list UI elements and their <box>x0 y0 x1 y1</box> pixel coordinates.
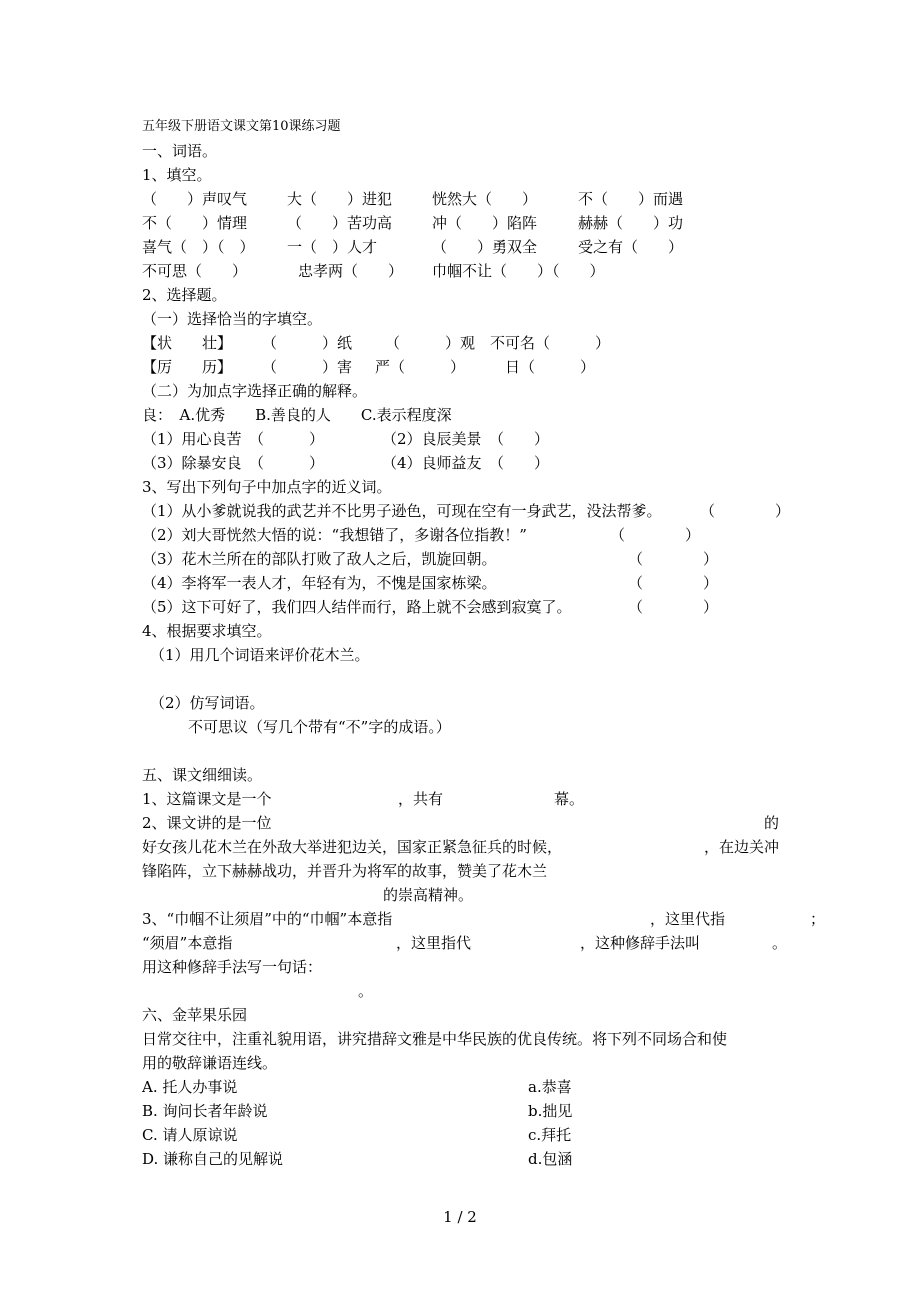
fill-item: 忠孝两（ ） <box>298 262 404 280</box>
sentence-item: （3）花木兰所在的部队打败了敌人之后，凯旋回朝。 <box>142 550 497 568</box>
fill-item: 不可思（ ） <box>142 262 248 280</box>
fill-item: （ ）苦功高 <box>287 214 393 232</box>
fill-item: （3）除暴安良 （ ） <box>142 454 325 472</box>
fill-item: 恍然大（ ） <box>432 190 538 208</box>
text-segment: ，这里指代 <box>396 934 472 952</box>
answer-blank: （ ） <box>628 574 719 592</box>
text-segment: 锋陷阵，立下赫赫战功，并晋升为将军的故事，赞美了花木兰 <box>142 862 548 880</box>
text-segment: 好女孩儿花木兰在外敌大举进犯边关，国家正紧急征兵的时候， <box>142 838 563 856</box>
text-segment: 的崇高精神。 <box>383 886 474 904</box>
fill-item: （ ）纸 <box>262 334 353 352</box>
fill-item: （2）良辰美景 （ ） <box>382 430 550 448</box>
section-1-heading: 一、词语。 <box>142 142 218 160</box>
question-4-2-prompt: 不可思议（写几个带有“不”字的成语。） <box>188 718 451 736</box>
fill-item: 不（ ）而遇 <box>578 190 684 208</box>
page-number: 1 / 2 <box>443 1208 477 1226</box>
text-segment: 幕。 <box>554 790 585 808</box>
match-left-item: B. 询问长者年龄说 <box>142 1102 268 1120</box>
answer-blank: （ ） <box>628 598 719 616</box>
answer-blank: （ ） <box>700 502 791 520</box>
sentence-item: （2）刘大哥恍然大悟的说：“我想错了，多谢各位指教！” <box>142 526 527 544</box>
fill-item: 一（ ）人才 <box>287 238 378 256</box>
section-6-heading: 六、金苹果乐园 <box>142 1006 248 1024</box>
question-4-2: （2）仿写词语。 <box>150 694 265 712</box>
question-1-heading: 1、填空。 <box>142 166 212 184</box>
doc-title: 五年级下册语文课文第10课练习题 <box>142 119 341 134</box>
fill-item: （4）良师益友 （ ） <box>382 454 550 472</box>
match-right-item: c.拜托 <box>528 1126 572 1144</box>
question-4-1: （1）用几个词语来评价花木兰。 <box>150 646 370 664</box>
question-2b-heading: （二）为加点字选择正确的解释。 <box>142 382 368 400</box>
fill-item: （ ）观 <box>385 334 476 352</box>
text-segment: 的 <box>764 814 780 832</box>
text-segment: 。 <box>772 934 788 952</box>
fill-item: 大（ ）进犯 <box>287 190 393 208</box>
fill-item: 赫赫（ ）功 <box>578 214 684 232</box>
paragraph-line: 用的敬辞谦语连线。 <box>142 1054 278 1072</box>
fill-item: 巾帼不让（ ）（ ） <box>432 262 605 280</box>
fill-item: 受之有（ ） <box>578 238 684 256</box>
fill-item: （ ）害 <box>262 358 353 376</box>
question-2-heading: 2、选择题。 <box>142 286 227 304</box>
text-segment: 3、“巾帼不让须眉”中的“巾帼”本意指 <box>142 910 393 928</box>
question-4-heading: 4、根据要求填空。 <box>142 622 272 640</box>
sentence-item: （5）这下可好了，我们四人结伴而行，路上就不会感到寂寞了。 <box>142 598 572 616</box>
text-segment: ； <box>810 910 826 928</box>
text-segment: ，这里代指 <box>650 910 726 928</box>
fill-item: （ ）勇双全 <box>432 238 538 256</box>
text-segment: ，共有 <box>398 790 444 808</box>
text-segment: 2、课文讲的是一位 <box>142 814 272 832</box>
section-5-heading: 五、课文细细读。 <box>142 766 263 784</box>
text-segment: ，在边关冲 <box>704 838 780 856</box>
fill-item: （1）用心良苦 （ ） <box>142 430 325 448</box>
question-3-heading: 3、写出下列句子中加点字的近义词。 <box>142 478 392 496</box>
fill-item: 不（ ）情理 <box>142 214 248 232</box>
text-segment: 。 <box>358 982 374 1000</box>
fill-item: 冲（ ）陷阵 <box>432 214 538 232</box>
char-pair: 【厉 历】 <box>142 358 233 376</box>
match-left-item: D. 谦称自己的见解说 <box>142 1150 284 1168</box>
match-left-item: A. 托人办事说 <box>142 1078 238 1096</box>
paragraph-line: 日常交往中，注重礼貌用语，讲究措辞文雅是中华民族的优良传统。将下列不同场合和使 <box>142 1030 728 1048</box>
fill-item: 不可名（ ） <box>490 334 611 352</box>
text-segment: 1、这篇课文是一个 <box>142 790 272 808</box>
sentence-item: （4）李将军一表人才，年轻有为，不愧是国家栋梁。 <box>142 574 497 592</box>
text-segment: “须眉”本意指 <box>142 934 233 952</box>
answer-blank: （ ） <box>628 550 719 568</box>
fill-item: 日（ ） <box>505 358 596 376</box>
match-right-item: d.包涵 <box>528 1150 573 1168</box>
text-segment: 用这种修辞手法写一句话： <box>142 958 323 976</box>
answer-blank: （ ） <box>610 526 701 544</box>
definition-options: 良： A.优秀 B.善良的人 C.表示程度深 <box>142 406 452 424</box>
match-right-item: b.拙见 <box>528 1102 573 1120</box>
fill-item: 严（ ） <box>375 358 466 376</box>
question-2a-heading: （一）选择恰当的字填空。 <box>142 310 323 328</box>
char-pair: 【状 壮】 <box>142 334 233 352</box>
fill-item: （ ）声叹气 <box>142 190 248 208</box>
match-right-item: a.恭喜 <box>528 1078 572 1096</box>
sentence-item: （1）从小爹就说我的武艺并不比男子逊色，可现在空有一身武艺，没法帮爹。 <box>142 502 662 520</box>
match-left-item: C. 请人原谅说 <box>142 1126 238 1144</box>
text-segment: ，这种修辞手法叫 <box>580 934 701 952</box>
fill-item: 喜气（ ）（ ） <box>142 238 255 256</box>
